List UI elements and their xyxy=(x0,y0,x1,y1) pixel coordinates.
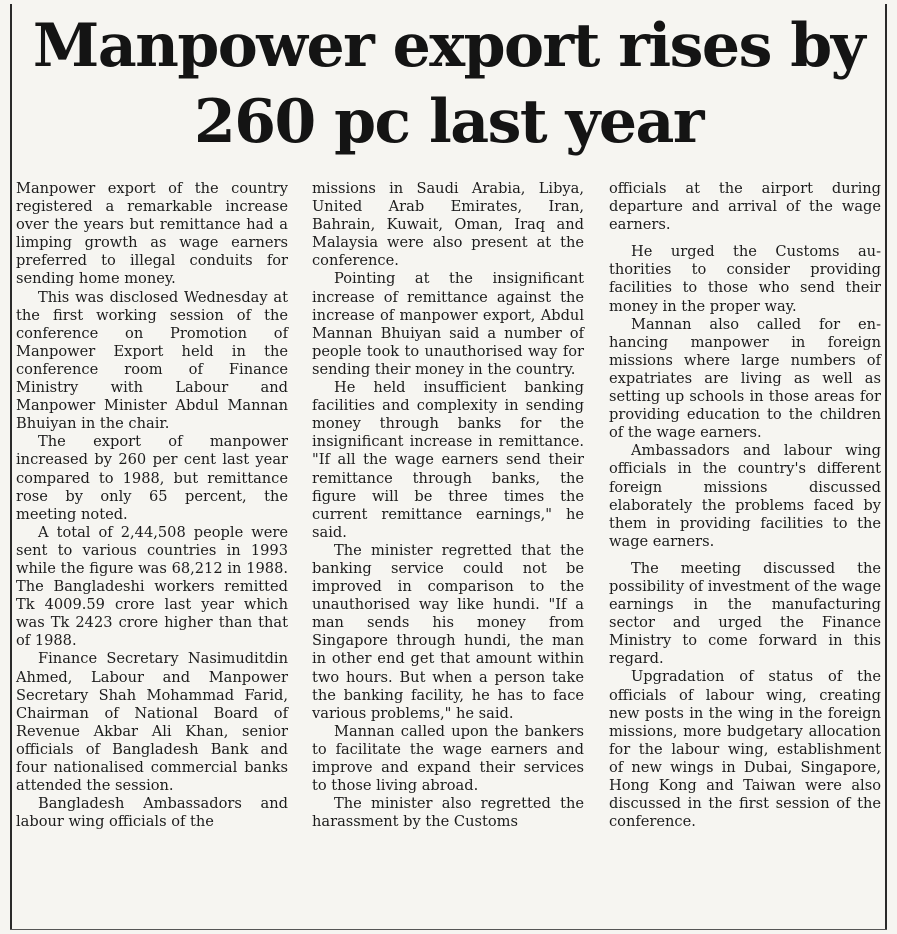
paragraph: A total of 2,44,508 people were sent to various countries in 1993 while the figure was 68,212 in 1988. The Bangladeshi workers remitted Tk 4009.59 crore last year which was Tk 2423 crore higher than that of 1988. xyxy=(16,523,288,650)
paragraph: He held insufficient banking facilities and complexity in sending money through banks for the insignificant increase in remittance. "If all the wage earners send their remittance through banks, the figure will be three times the current remittance earnings," he said. xyxy=(312,379,584,541)
paragraph: Bangladesh Ambassadors and labour wing officials of the xyxy=(16,795,288,831)
paragraph: Pointing at the insignificant increase of remittance against the increase of manpower export, Abdul Mannan Bhuiyan said a number of people took to unauthorised way for sending their money in the country. xyxy=(312,270,584,378)
paragraph: officials at the airport during departure and arrival of the wage earners. xyxy=(609,180,881,234)
paragraph: The minister regretted that the banking service could not be improved in comparison to the unauthorised way like hundi. "If a man sends his money from Singapore through hundi, the man in other end get that amount within two hours. But when a person take the banking facility, he has to face various problems," he said. xyxy=(312,541,584,722)
paragraph: Mannan also called for enhancing manpower in foreign missions where large numbers of expatriates are living as well as setting up schools in those areas for providing education to the children of the wage earners. xyxy=(609,315,881,442)
article-column-2 xyxy=(312,180,584,831)
bottom-border-rule xyxy=(10,929,887,930)
paragraph: Finance Secretary Nasimuditdin Ahmed, Labour and Manpower Secretary Shah Mohammad Farid, Chairman of National Board of Revenue Akbar Ali Khan, senior officials of Bangladesh Bank and four nationalised commercial banks attended the session. xyxy=(16,650,288,795)
paragraph: This was disclosed Wednesday at the first working session of the conference on Promotion of Manpower Export held in the conference room of Finance Ministry with Labour and Manpower Minister Abdul Mannan Bhuiyan in the chair. xyxy=(16,288,288,433)
paragraph: He urged the Customs authorities to consider providing facilities to those who send their money in the proper way. xyxy=(609,243,881,315)
paragraph: Mannan called upon the bankers to facilitate the wage earners and improve and expand their services to those living abroad. xyxy=(312,722,584,795)
paragraph: missions in Saudi Arabia, Libya, United Arab Emirates, Iran, Bahrain, Kuwait, Oman, Iraq and Malaysia were also present at the conference. xyxy=(312,180,584,270)
paragraph: The meeting discussed the possibility of investment of the wage earnings in the manufacturing sector and urged the Finance Ministry to come forward in this regard. xyxy=(609,559,881,668)
paragraph: Ambassadors and labour wing officials in the country's different foreign missions discussed elaborately the problems faced by them in providing facilities to the wage earners. xyxy=(609,442,881,550)
paragraph: Upgradation of status of the officials of labour wing, creating new posts in the wing in the foreign missions, more budgetary allocation for the labour wing, establishment of new wings in Dubai, Singapore, Hong Kong and Taiwan were also discussed in the first session of the conference. xyxy=(609,668,881,831)
headline: Manpower export rises by 260 pc last year xyxy=(32,11,865,157)
paragraph: The minister also regretted the harassment by the Customs xyxy=(312,795,584,831)
paragraph: Manpower export of the country registered a remarkable increase over the years but remittance had a limping growth as wage earners preferred to illegal conduits for sending home money. xyxy=(16,180,288,288)
right-border-rule xyxy=(885,4,887,930)
left-border-rule xyxy=(10,4,12,930)
paragraph: The export of manpower increased by 260 per cent last year compared to 1988, but remittance rose by only 65 percent, the meeting noted. xyxy=(16,433,288,523)
article-column-1 xyxy=(16,180,288,831)
article-column-3 xyxy=(609,180,881,831)
